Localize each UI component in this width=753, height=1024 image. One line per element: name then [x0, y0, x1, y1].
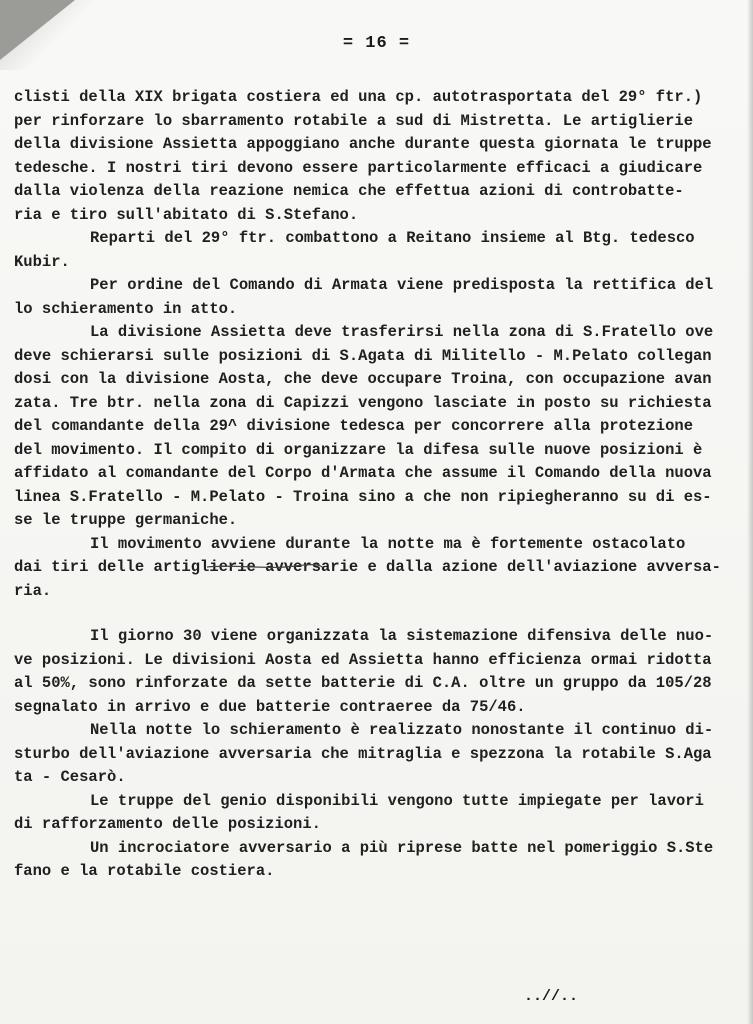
text-line: La divisione Assietta deve trasferirsi nella zona di S.Fratello ove [90, 323, 714, 341]
paragraph [14, 719, 734, 790]
text-line: di rafforzamento delle posizioni. [14, 815, 321, 833]
text-line: del comandante della 29^ divisione tedesca per concorrere alla protezione [14, 417, 694, 435]
text-line: Nella notte lo schieramento è realizzato nonostante il continuo di- [90, 721, 714, 739]
paragraph [14, 227, 734, 274]
text-line: della divisione Assietta appoggiano anche durante questa giornata le truppe [14, 135, 712, 153]
paragraph [14, 533, 734, 604]
page-edge-shadow [747, 0, 753, 1024]
text-line: per rinforzare lo sbarramento rotabile a sud di Mistretta. Le artiglierie [14, 111, 694, 130]
paragraph [14, 274, 734, 321]
paragraph-gap [14, 603, 734, 625]
document-body [14, 86, 734, 884]
text-line: ta - Cesarò. [14, 768, 126, 786]
text-line: zata. Tre btr. nella zona di Capizzi vengono lasciate in posto su richiesta [14, 393, 712, 412]
text-line: se le truppe germaniche. [14, 511, 238, 529]
text-line: sturbo dell'aviazione avversaria che mitraglia e spezzona la rotabile S.Aga [14, 744, 712, 763]
text-line: segnalato in arrivo e due batterie contraeree da 75/46. [14, 697, 526, 716]
text-line: lo schieramento in atto. [14, 299, 238, 318]
text-line: Le truppe del genio disponibili vengono tutte impiegate per lavori [90, 791, 704, 810]
text-line: affidato al comandante del Corpo d'Armata che assume il Comando della nuova [14, 464, 712, 482]
paragraph [14, 86, 734, 227]
text-line: Il movimento avviene durante la notte ma è fortemente ostacolato [90, 534, 686, 553]
handwritten-underline [205, 563, 325, 571]
text-line: Per ordine del Comando di Armata viene predisposta la rettifica del [90, 276, 714, 294]
text-line: dosi con la divisione Aosta, che deve occupare Troina, con occupazione avan [14, 370, 712, 388]
text-line: clisti della XIX brigata costiera ed una cp. autotrasportata del 29° ftr.) [14, 88, 703, 106]
paragraph [14, 790, 734, 837]
text-line: deve schierarsi sulle posizioni di S.Agata di Militello - M.Pelato collegan [14, 346, 712, 365]
text-line: fano e la rotabile costiera. [14, 862, 275, 880]
text-line: ve posizioni. Le divisioni Aosta ed Assietta hanno efficienza ormai ridotta [14, 650, 712, 669]
paragraph [14, 321, 734, 533]
text-line: Kubir. [14, 252, 70, 271]
text-line: Reparti del 29° ftr. combattono a Reitano insieme al Btg. tedesco [90, 229, 695, 247]
text-line: del movimento. Il compito di organizzare la difesa sulle nuove posizioni è [14, 440, 703, 459]
text-line: Un incrociatore avversario a più riprese batte nel pomeriggio S.Ste [90, 838, 714, 857]
text-line: linea S.Fratello - M.Pelato - Troina sino a che non ripiegheranno su di es- [14, 487, 712, 506]
text-line: dai tiri delle artiglierie avversarie e dalla azione dell'aviazione avversa- [14, 558, 721, 576]
text-line: tedesche. I nostri tiri devono essere particolarmente efficaci a giudicare [14, 158, 703, 177]
text-line: ria. [14, 581, 52, 600]
text-line: dalla violenza della reazione nemica che effettua azioni di controbatte- [14, 182, 684, 200]
text-line: al 50%, sono rinforzate da sette batterie di C.A. oltre un gruppo da 105/28 [14, 674, 712, 692]
text-line: Il giorno 30 viene organizzata la sistemazione difensiva delle nuo- [90, 627, 714, 645]
continuation-mark: ..//.. [523, 988, 578, 1005]
page-number: = 16 = [342, 34, 411, 53]
paragraph [14, 625, 734, 719]
text-line: ria e tiro sull'abitato di S.Stefano. [14, 205, 359, 224]
paragraph [14, 837, 734, 884]
